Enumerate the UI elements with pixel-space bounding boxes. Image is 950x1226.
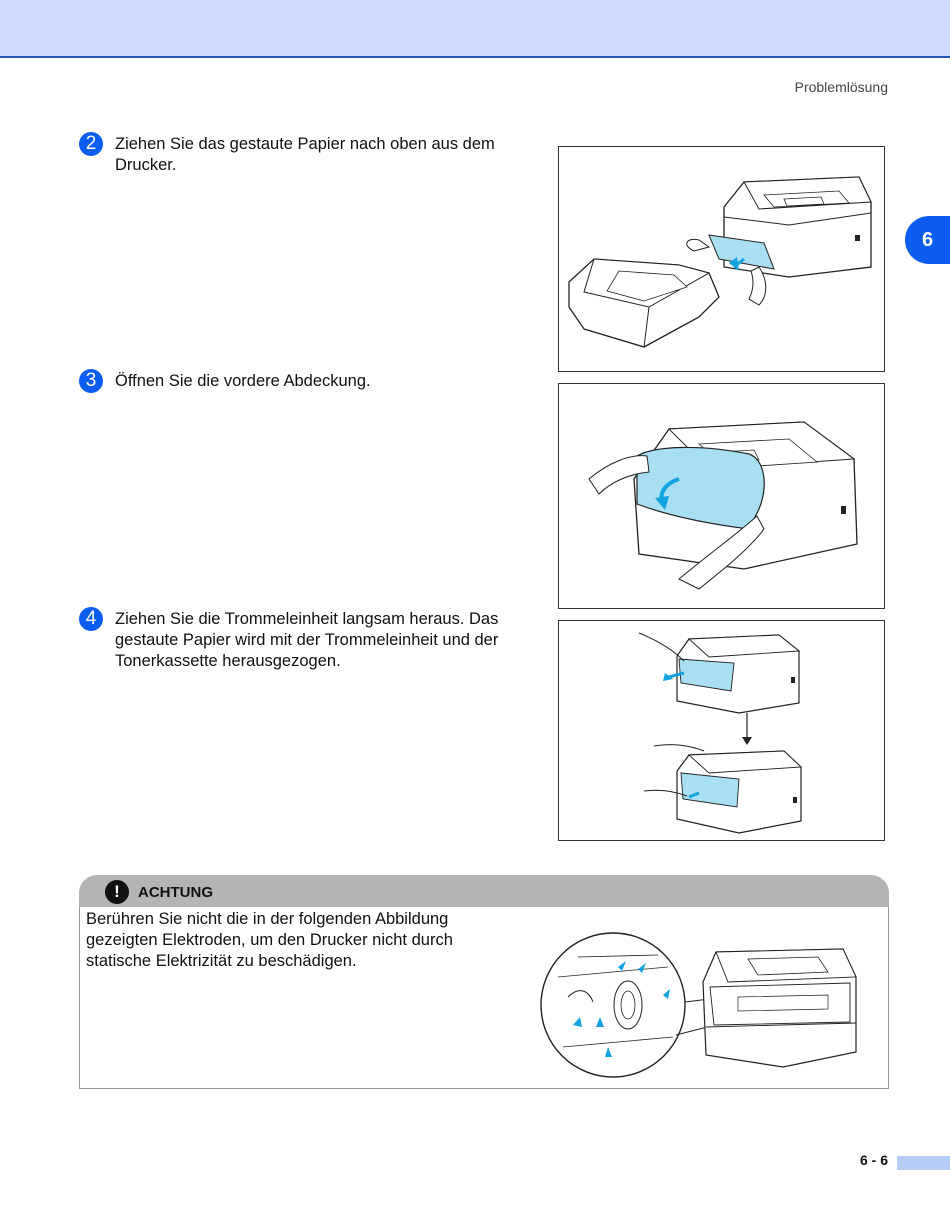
printer-paper-illustration — [559, 147, 884, 371]
figure-remove-drum-unit — [558, 620, 885, 841]
step-text: Ziehen Sie die Trommeleinheit langsam heraus. Das gestaute Papier wird mit der Trommeleinheit und der Tonerkassette herausgezogen. — [115, 610, 499, 670]
step-text: Ziehen Sie das gestaute Papier nach oben aus dem Drucker. — [115, 135, 495, 174]
page-bar — [897, 1156, 950, 1170]
caution-body — [79, 907, 889, 1089]
chapter-tab[interactable]: 6 — [905, 216, 950, 264]
exclamation-icon: ! — [105, 880, 129, 904]
page-number: 6 - 6 — [860, 1152, 889, 1168]
printer-front-cover-illustration — [559, 384, 884, 608]
header-band — [0, 0, 950, 58]
step-number: 3 — [79, 369, 103, 393]
printer-drum-unit-illustration — [559, 621, 884, 840]
caution-header — [79, 875, 889, 909]
step-number: 2 — [79, 132, 103, 156]
caution-text: Berühren Sie nicht die in der folgenden Abbildung gezeigten Elektroden, um den Drucker nicht durch statische Elektrizität zu beschädigen. — [86, 910, 453, 970]
figure-remove-jammed-paper — [558, 146, 885, 372]
step-number: 4 — [79, 607, 103, 631]
figure-open-front-cover — [558, 383, 885, 609]
caution-box — [79, 875, 889, 1090]
step-text: Öffnen Sie die vordere Abdeckung. — [115, 372, 371, 390]
section-title: Problemlösung — [794, 79, 888, 95]
electrodes-illustration — [538, 927, 868, 1082]
caution-label: ACHTUNG — [138, 884, 213, 901]
